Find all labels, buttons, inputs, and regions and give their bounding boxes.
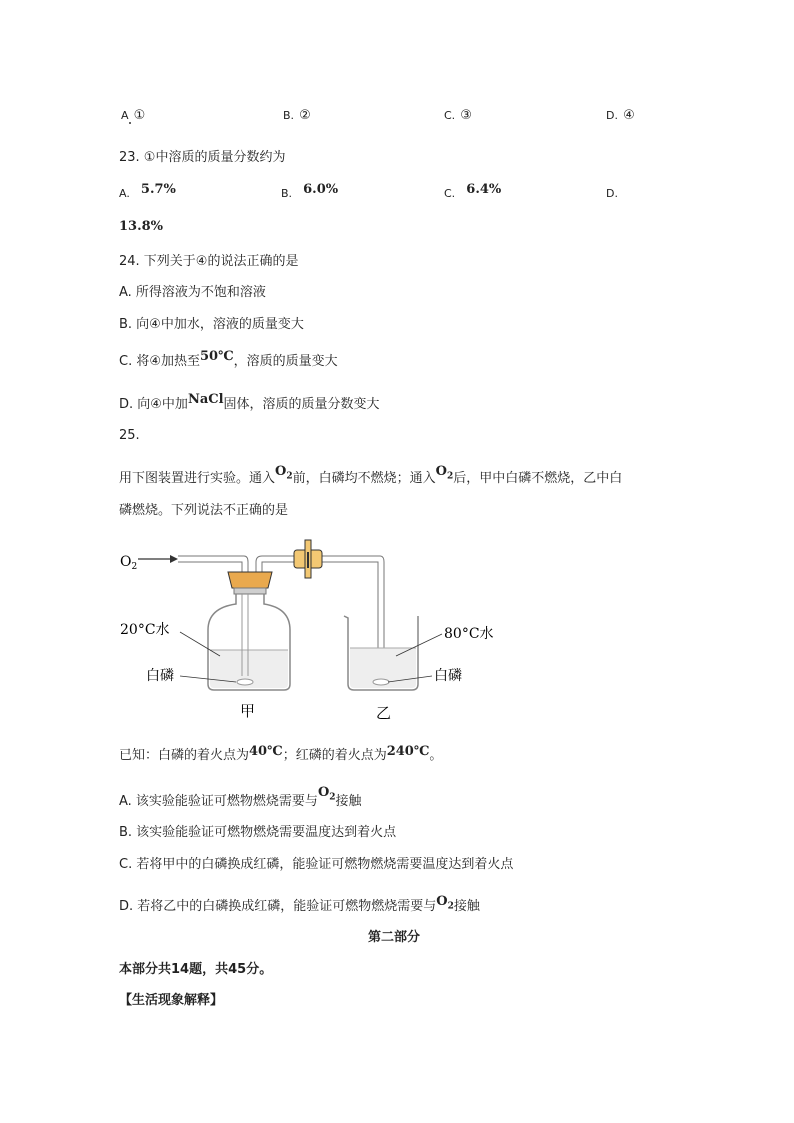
o2-inlet-label: $O_2$ — [120, 554, 138, 572]
q23-option-a: A. $^{5.7\%}$ — [119, 182, 176, 200]
q24-stem: 24. 下列关于④的说法正确的是 — [119, 254, 299, 269]
q23-option-c: C. $^{6.4\%}$ — [444, 182, 502, 200]
q23-option-b: B. $^{6.0\%}$ — [281, 182, 339, 200]
left-water-label: 20°C水 — [120, 622, 170, 638]
q23-stem: 23. ①中溶质的质量分数约为 — [119, 150, 286, 165]
q25-stem-line1: 用下图装置进行实验。通入$O_2$前，白磷均不燃烧；通入$O_2$后，甲中白磷不燃烧，乙中白 — [119, 464, 623, 486]
bottle-jia-label: 甲 — [240, 702, 256, 720]
q24-option-a: A. 所得溶液为不饱和溶液 — [119, 285, 266, 300]
q24-option-b: B. 向④中加水，溶液的质量变大 — [119, 317, 304, 332]
bottle-neck-ring — [234, 588, 266, 594]
part2-title: 第二部分 — [368, 930, 421, 945]
q25-known: 已知：白磷的着火点为40℃；红磷的着火点为240℃。 — [119, 744, 443, 763]
q25-option-c: C. 若将甲中的白磷换成红磷，能验证可燃物燃烧需要温度达到着火点 — [119, 857, 514, 872]
beaker-yi-phosphorus — [373, 679, 389, 685]
q25-number: 25. — [119, 428, 140, 443]
right-water-pointer — [396, 634, 442, 656]
q25-option-d: D. 若将乙中的白磷换成红磷，能验证可燃物燃烧需要与$O_2$接触 — [119, 894, 480, 914]
o2-arrow-head — [170, 555, 178, 563]
part2-section-heading: 【生活现象解释】 — [119, 993, 224, 1008]
q24-option-d: D. 向④中加NaCl固体，溶质的质量分数变大 — [119, 392, 380, 412]
left-phosphorus-label: 白磷 — [146, 668, 174, 684]
q25-option-b: B. 该实验能验证可燃物燃烧需要温度达到着火点 — [119, 825, 397, 840]
right-water-label: 80°C水 — [444, 626, 494, 642]
bottle-jia-phosphorus — [237, 679, 253, 685]
q22-option-b: B. ② — [283, 108, 311, 123]
left-water-pointer — [180, 632, 220, 656]
q25-stem-line2: 磷燃烧。下列说法不正确的是 — [119, 503, 289, 518]
q22-option-d: D. ④ — [606, 108, 635, 123]
rubber-stopper — [228, 572, 272, 588]
q24-option-c: C. 将④加热至50℃，溶质的质量变大 — [119, 349, 338, 369]
dot-mark — [129, 122, 131, 124]
q23-option-d-value: 13.8% — [119, 219, 164, 234]
part2-intro: 本部分共14题，共45分。 — [119, 962, 273, 977]
q25-option-a: A. 该实验能验证可燃物燃烧需要与$O_2$接触 — [119, 785, 362, 809]
q22-option-c: C. ③ — [444, 108, 472, 123]
q22-option-a: A ① — [121, 108, 146, 123]
q23-option-d-letter: D. — [606, 187, 618, 200]
right-phosphorus-label: 白磷 — [434, 668, 462, 684]
experiment-apparatus-figure — [116, 538, 496, 724]
inlet-tube-outer — [178, 556, 248, 574]
beaker-yi-label: 乙 — [376, 704, 392, 722]
